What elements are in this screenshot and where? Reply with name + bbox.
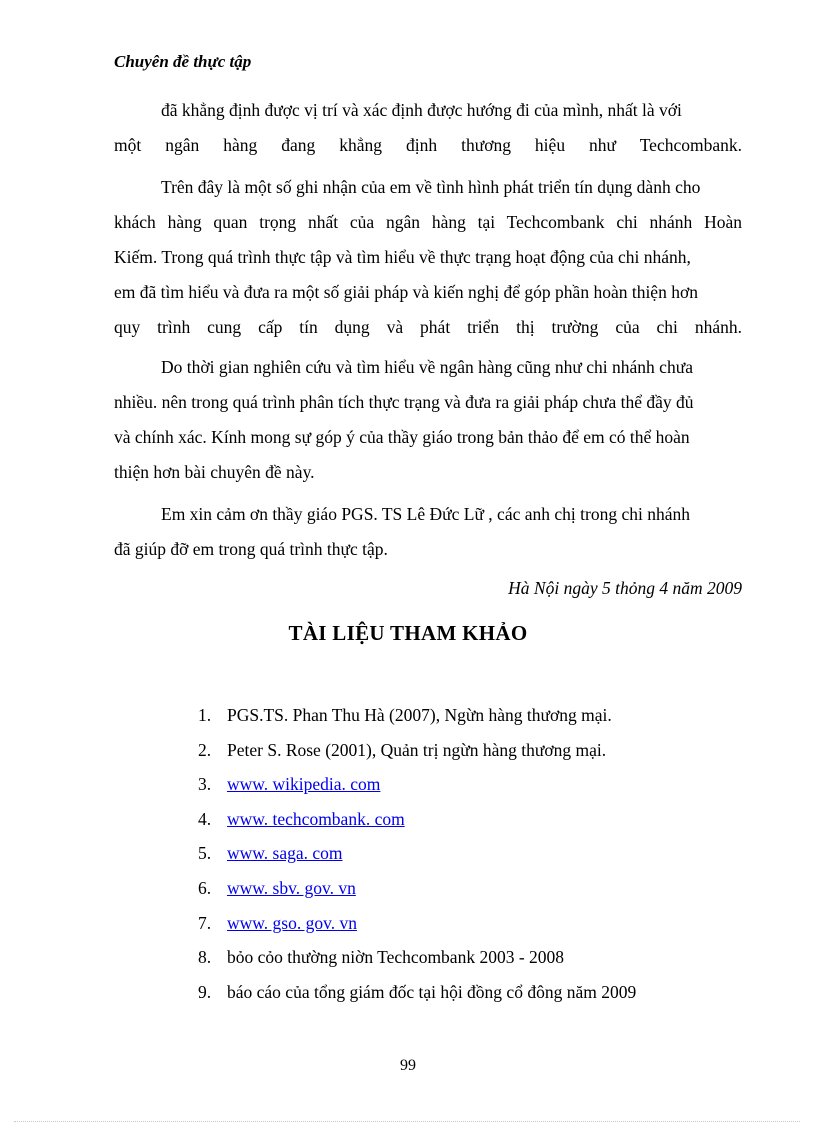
paragraph (114, 170, 742, 345)
reference-number: 3. (198, 774, 212, 795)
reference-item (198, 698, 636, 733)
reference-link-gso[interactable]: www. gso. gov. vn (227, 912, 357, 933)
paragraph-line: Trên đây là một số ghi nhận của em về tình hình phát triển tín dụng dành cho (161, 177, 701, 197)
reference-item (198, 871, 636, 906)
paragraph (114, 350, 742, 490)
reference-link-sbv[interactable]: www. sbv. gov. vn (227, 877, 356, 898)
reference-number: 6. (198, 877, 212, 898)
paragraph-line: đã khẳng định được vị trí và xác định được hướng đi của mình, nhất là với (161, 100, 682, 120)
reference-item (198, 836, 636, 871)
date-line: Hà Nội ngày 5 thỏng 4 năm 2009 (508, 578, 742, 598)
reference-item (198, 802, 636, 837)
paragraph-line: khách hàng quan trọng nhất của ngân hàng tại Techcombank chi nhánh Hoàn (114, 212, 742, 232)
reference-text: PGS.TS. Phan Thu Hà (2007), Ngừn hàng thương mại. (227, 705, 612, 725)
paragraph-line: Do thời gian nghiên cứu và tìm hiểu về ngân hàng cũng như chi nhánh chưa (161, 357, 693, 377)
reference-link-saga[interactable]: www. saga. com (227, 843, 343, 864)
page-number: 99 (400, 1057, 416, 1074)
reference-number: 1. (198, 705, 212, 725)
paragraph-line: quy trình cung cấp tín dụng và phát triển thị trường của chi nhánh. (114, 317, 742, 337)
reference-item (198, 940, 636, 975)
reference-number: 7. (198, 912, 212, 933)
reference-number: 4. (198, 808, 212, 829)
reference-text: báo cáo của tổng giám đốc tại hội đồng cổ đông năm 2009 (227, 981, 637, 1002)
paragraph-line: Em xin cảm ơn thầy giáo PGS. TS Lê Đức Lữ , các anh chị trong chi nhánh (161, 504, 690, 524)
reference-link-wikipedia[interactable]: www. wikipedia. com (227, 774, 381, 795)
reference-number: 8. (198, 947, 212, 968)
references-list (198, 698, 636, 1009)
paragraph-line: nhiều. nên trong quá trình phân tích thực trạng và đưa ra giải pháp chưa thể đầy đủ (114, 392, 694, 412)
reference-item (198, 767, 636, 802)
reference-number: 9. (198, 981, 212, 1002)
paragraph-line: thiện hơn bài chuyên đề này. (114, 462, 315, 482)
paragraph-line: em đã tìm hiểu và đưa ra một số giải pháp và kiến nghị để góp phần hoàn thiện hơn (114, 282, 698, 302)
reference-item (198, 733, 636, 768)
reference-item (198, 906, 636, 941)
reference-text: Peter S. Rose (2001), Quản trị ngừn hàng thương mại. (227, 739, 607, 760)
document-header: Chuyên đề thực tập (114, 52, 252, 71)
reference-number: 5. (198, 843, 212, 864)
paragraph (114, 93, 742, 163)
reference-link-techcombank[interactable]: www. techcombank. com (227, 808, 405, 829)
reference-text: bỏo cỏo thường niờn Techcombank 2003 - 2008 (227, 947, 565, 968)
paragraph-line: một ngân hàng đang khẳng định thương hiệu như Techcombank. (114, 135, 742, 155)
paragraph-line: Kiếm. Trong quá trình thực tập và tìm hiểu về thực trạng hoạt động của chi nhánh, (114, 247, 691, 267)
reference-item (198, 975, 636, 1010)
paragraph (114, 497, 742, 567)
reference-number: 2. (198, 739, 212, 760)
page-bottom-divider (14, 1121, 800, 1122)
paragraph-line: đã giúp đỡ em trong quá trình thực tập. (114, 539, 388, 559)
references-title: TÀI LIỆU THAM KHẢO (288, 621, 528, 645)
paragraph-line: và chính xác. Kính mong sự góp ý của thầy giáo trong bản thảo để em có thể hoàn (114, 427, 690, 447)
